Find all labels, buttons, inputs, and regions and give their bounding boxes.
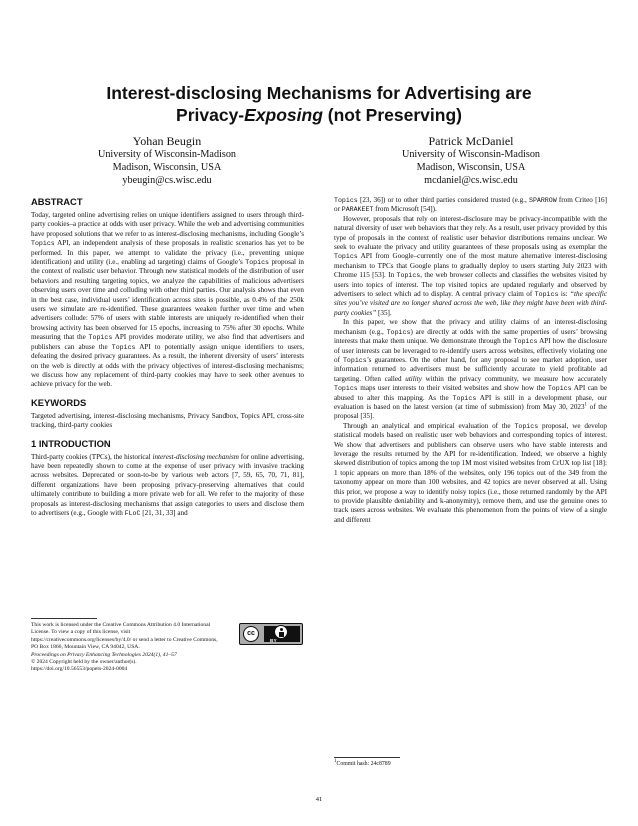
author-2	[346, 134, 596, 187]
by-label: BY	[270, 638, 278, 643]
footnote-ref[interactable]: 1	[584, 402, 588, 408]
keywords-heading: KEYWORDS	[31, 396, 87, 408]
keywords-text: Targeted advertising, interest-disclosing mechanisms, Privacy Sandbox, Topics API, cross-site tracking, third-party cookies	[31, 411, 304, 430]
title-line-2-em: Exposing	[244, 105, 323, 125]
cc-by-icon[interactable]	[239, 623, 303, 645]
author-location: Madison, Wisconsin, USA	[416, 161, 526, 173]
license-block	[31, 618, 304, 674]
title-line-2-post: (not Preserving)	[322, 105, 462, 125]
paper-title	[40, 82, 598, 126]
abstract-heading: ABSTRACT	[31, 196, 83, 207]
author-name: Yohan Beugin	[132, 134, 202, 148]
copyright-line: © 2024 Copyright held by the owner/author(s).	[31, 659, 137, 666]
title-line-2-pre: Privacy-	[176, 105, 245, 125]
author-email[interactable]: ybeugin@cs.wisc.edu	[122, 174, 212, 186]
footnote	[334, 757, 607, 768]
footnote-marker: 1	[334, 759, 337, 765]
right-column	[334, 196, 607, 525]
footnote-rule	[334, 757, 400, 758]
author-email[interactable]: mcdaniel@cs.wisc.edu	[424, 174, 518, 186]
license-text: This work is licensed under the Creative Commons Attribution 4.0 International License. To view a copy of this license, visit https://creativecommons.org/licenses/by/4.0/ or send a letter to Creative Commons, PO Box 1866, Mountain View, CA 94042, USA.	[31, 622, 218, 651]
author-affiliation: University of Wisconsin-Madison	[97, 149, 237, 160]
title-line-1: Interest-disclosing Mechanisms for Advertising are	[106, 83, 532, 103]
page-number: 41	[315, 796, 323, 803]
author-affiliation: University of Wisconsin-Madison	[401, 149, 541, 160]
introduction-text: Third-party cookies (TPCs), the historical interest-disclosing mechanism for online advertising, have been repeatedly shown to come at the expense of user privacy with invasive tracking across websites. Deprecated or soon-to-be by various web actors [7, 59, 65, 70, 71, 81], different organizations have been proposing privacy-preserving alternatives that could ultimately contribute to building a more private web for all. We refer to the majority of these proposals as interest-disclosing mechanisms that assign categories to users and disclose them to advertisers (e.g., Google with FLoC [21, 31, 33] and	[31, 452, 304, 517]
abstract-text: Today, targeted online advertising relies on unique identifiers assigned to users through third-party cookies–a practice at odds with user privacy. While the web and advertising communities have proposed solutions that we refer to as interest-disclosing mechanisms, including Google’s Topics API, an independent analysis of these proposals in realistic scenarios has yet to be performed. In this paper, we attempt to validate the privacy (i.e., preventing unique identification) and utility (i.e., enabling ad targeting) claims of Google’s Topics proposal in the context of realistic user behavior. Through new statistical models of the distribution of user behaviors and resulting targeting topics, we analyze the capabilities of malicious advertisers observing users over time and colluding with other third parties. Our analysis shows that even in the best case, individual users’ identification across sites is possible, as 0.4% of the 250k users we simulate are re-identified. These guarantees weaken further over time and when advertisers collude: 57% of users with stable interests are uniquely re-identified when their browsing activity has been observed for 15 epochs, increasing to 75% after 30 epochs. While measuring that the Topics API provides moderate utility, we also find that advertisers and publishers can abuse the Topics API to potentially assign unique identifiers to users, defeating the desired privacy guarantees. As a result, the inherent diversity of users’ interests on the web is directly at odds with the privacy objectives of interest-disclosing mechanisms; we discuss how any replacement of third-party cookies may have to seek other avenues to achieve privacy for the web.	[31, 211, 305, 389]
footnote-text: Commit hash: 24c8789	[336, 761, 391, 767]
proceedings-line: Proceedings on Privacy Enhancing Technologies 2024(1), 41–57	[31, 651, 177, 658]
author-name: Patrick McDaniel	[428, 134, 514, 148]
cc-icon: cc	[243, 626, 259, 642]
right-paragraph-2: However, proposals that rely on interest-disclosure may be privacy-incompatible with the natural diversity of user web behaviors that they rely. As a result, user privacy provided by this type of proposals in the context of realistic user behavior distributions remains unclear. We seek to evaluate the privacy and utility guarantees of these proposals using as exemplar the Topics API from Google–currently one of the most mature alternative interest-disclosing mechanism to TPCs that Google plans to gradually deploy to users starting July 2023 with Chrome 115 [53]. In Topics, the web browser collects and classifies the websites visited by users into topics of interest. The top visited topics are updated regularly and observed by advertisers to select which ad to display. A central privacy claim of Topics is: “the specific sites you’ve visited are no longer shared across the web, like they might have been with third-party cookies” [35].	[334, 214, 607, 317]
author-1	[42, 134, 292, 187]
right-paragraph-1: Topics [23, 36]) or to other third parties considered trusted (e.g., SPARROW from Criteo [16] or PARAKEET from Microsoft [54]).	[334, 196, 607, 214]
introduction-heading: 1 INTRODUCTION	[31, 437, 111, 449]
license-rule	[31, 618, 97, 619]
right-paragraph-3: In this paper, we show that the privacy and utility claims of an interest-disclosing mechanism (e.g., Topics) are directly at odds with the same properties of users’ browsing interests that make them unique. We demonstrate through the Topics API how the disclosure of user interests can be leveraged to re-identify users across websites, effectively violating one of Topics’s guarantees. On the other hand, for any proposal to see market adoption, user information returned to advertisers must be sufficiently accurate to yield profitable ad targeting. Often called utility within the privacy community, we measure how accurately Topics maps user interests to their visited websites and show how the Topics API can be abused to alter this mapping. As the Topics API is still in a development phase, our evaluation is based on the latest version (at time of submission) from May 30, 2023$^1$ of the proposal [35].	[334, 318, 608, 421]
left-column	[31, 196, 304, 518]
author-location: Madison, Wisconsin, USA	[112, 161, 222, 173]
right-paragraph-4: Through an analytical and empirical evaluation of the Topics proposal, we develop statistical models based on realistic user web behaviors and corresponding topics of interest. We show that advertisers and publishers can observe users who have stable interests and leverage the results returned by the API for re-identification. Indeed, we observe a highly skewed distribution of topics among the top 1M most visited websites from CrUX top list [18]: 1 topic appears on more than 18% of the websites, only 196 topics out of the 349 from the taxonomy appear on more than 100 websites, and 42 topics are never observed at all. Using this prior, we propose a way to identify noisy topics (i.e., those returned randomly by the API to provide plausible deniability and k-anonymity), remove them, and use the genuine ones to track users across websites. We evaluate this phenomenon from the points of view of a single and different	[334, 421, 607, 524]
doi-link[interactable]: https://doi.org/10.56553/popets-2024-0004	[31, 666, 128, 673]
